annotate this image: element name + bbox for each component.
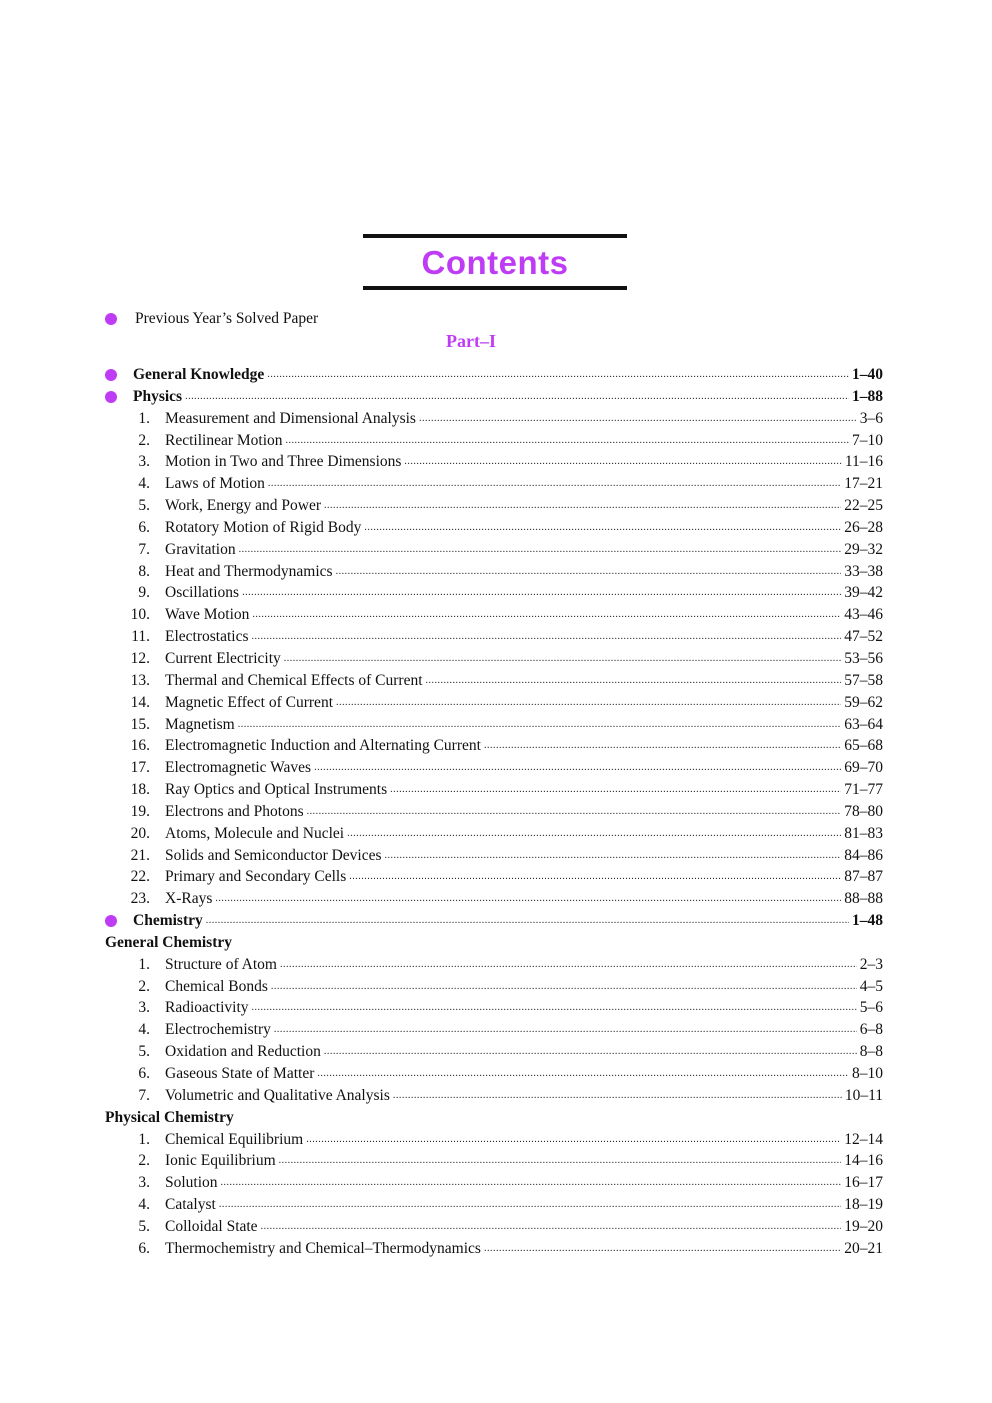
entry-title: Ray Optics and Optical Instruments — [165, 781, 388, 799]
entry-title: Atoms, Molecule and Nuclei — [165, 824, 345, 842]
entry-page-range: 1–40 — [852, 366, 883, 383]
toc-entry[interactable] — [105, 692, 883, 714]
entry-title: Primary and Secondary Cells — [165, 868, 347, 886]
dot-leader — [268, 473, 841, 495]
dot-leader — [238, 714, 842, 736]
entry-title: Solution — [165, 1174, 218, 1192]
entry-page-range: 69–70 — [844, 759, 883, 777]
entry-page-range: 59–62 — [844, 693, 883, 711]
dot-leader — [286, 430, 849, 452]
toc-entry[interactable] — [105, 801, 883, 823]
entry-title: Gravitation — [165, 540, 236, 558]
dot-leader — [219, 1194, 841, 1216]
entry-title: Laws of Motion — [165, 475, 265, 493]
entry-number: 4. — [138, 475, 150, 493]
entry-page-range: 33–38 — [844, 562, 883, 580]
dot-leader — [185, 386, 849, 408]
entry-page-range: 84–86 — [844, 846, 883, 864]
entry-title: Heat and Thermodynamics — [165, 562, 333, 580]
entry-page-range: 7–10 — [852, 431, 883, 449]
toc-entry[interactable] — [105, 1238, 883, 1260]
entry-title: Work, Energy and Power — [165, 497, 322, 515]
entry-title: Wave Motion — [165, 606, 250, 624]
dot-leader — [239, 539, 842, 561]
entry-number: 23. — [130, 890, 150, 908]
entry-page-range: 65–68 — [844, 737, 883, 755]
entry-title: Current Electricity — [165, 649, 281, 667]
entry-page-range: 43–46 — [844, 606, 883, 624]
entry-page-range: 18–19 — [844, 1196, 883, 1214]
entry-title: Solids and Semiconductor Devices — [165, 846, 382, 864]
toc-entry[interactable] — [105, 495, 883, 517]
toc-entry[interactable] — [105, 735, 883, 757]
toc-entry[interactable] — [105, 954, 883, 976]
entry-title: General Knowledge — [133, 366, 265, 383]
bullet-icon — [105, 369, 117, 381]
entry-title: Measurement and Dimensional Analysis — [165, 409, 416, 427]
entry-page-range: 87–87 — [844, 868, 883, 886]
entry-title: Chemical Equilibrium — [165, 1130, 304, 1148]
dot-leader — [393, 1085, 842, 1107]
entry-page-range: 47–52 — [844, 628, 883, 646]
entry-number: 1. — [138, 409, 150, 427]
dot-leader — [385, 845, 842, 867]
entry-title: Magnetic Effect of Current — [165, 693, 333, 711]
entry-title: Thermochemistry and Chemical–Thermodynamics — [165, 1239, 481, 1257]
entry-page-range: 1–48 — [852, 912, 883, 930]
entry-page-range: 10–11 — [844, 1086, 883, 1104]
dot-leader — [314, 757, 841, 779]
toc-entry[interactable] — [105, 473, 883, 495]
entry-number: 8. — [138, 562, 150, 580]
entry-title: Chemical Bonds — [165, 977, 268, 995]
toc-entry[interactable] — [105, 888, 883, 910]
bullet-icon — [105, 313, 117, 325]
entry-page-range: 12–14 — [844, 1130, 883, 1148]
entry-title: Oxidation and Reduction — [165, 1043, 321, 1061]
toc-entry[interactable] — [105, 626, 883, 648]
toc-entry[interactable] — [105, 714, 883, 736]
toc-entry[interactable] — [105, 1085, 883, 1107]
entry-title: Electromagnetic Induction and Alternating Current — [165, 737, 481, 755]
entry-title: Oscillations — [165, 584, 240, 602]
entry-number: 10. — [130, 606, 150, 624]
toc-entry[interactable] — [105, 1041, 883, 1063]
toc-entry[interactable] — [105, 1216, 883, 1238]
entry-number: 14. — [130, 693, 150, 711]
toc-entry[interactable] — [105, 1150, 883, 1172]
page-title: Contents — [421, 244, 569, 281]
dot-leader — [252, 604, 841, 626]
dot-leader — [484, 735, 841, 757]
dot-leader — [280, 954, 857, 976]
dot-leader — [349, 866, 841, 888]
dot-leader — [215, 888, 841, 910]
entry-number: 19. — [130, 802, 150, 820]
entry-number: 1. — [138, 1130, 150, 1148]
entry-number: 6. — [138, 1065, 150, 1082]
entry-page-range: 8–8 — [859, 1043, 883, 1061]
entry-title: Radioactivity — [165, 999, 249, 1017]
entry-page-range: 88–88 — [844, 890, 883, 908]
toc-entry[interactable] — [105, 539, 883, 561]
dot-leader — [317, 1063, 849, 1085]
dot-leader — [274, 1019, 857, 1041]
entry-title: Catalyst — [165, 1196, 216, 1214]
entry-number: 22. — [130, 868, 150, 886]
contents-title-box — [363, 234, 627, 290]
entry-page-range: 53–56 — [844, 649, 883, 667]
entry-number: 5. — [138, 1217, 150, 1235]
toc-entry[interactable] — [105, 561, 883, 583]
toc-entry[interactable] — [105, 779, 883, 801]
entry-title: Electrons and Photons — [165, 802, 304, 820]
table-of-contents — [105, 364, 883, 1260]
entry-page-range: 81–83 — [844, 824, 883, 842]
entry-number: 3. — [138, 1174, 150, 1192]
dot-leader — [279, 1150, 842, 1172]
entry-title: Rotatory Motion of Rigid Body — [165, 518, 362, 536]
entry-number: 11. — [131, 628, 150, 646]
toc-entry[interactable] — [105, 670, 883, 692]
entry-page-range: 6–8 — [859, 1021, 883, 1039]
toc-entry[interactable] — [105, 517, 883, 539]
entry-title: X-Rays — [165, 890, 213, 908]
entry-number: 5. — [138, 497, 150, 515]
dot-leader — [267, 364, 849, 386]
entry-number: 2. — [138, 977, 150, 995]
entry-title: Physical Chemistry — [105, 1108, 234, 1126]
entry-number: 7. — [138, 540, 150, 558]
entry-number: 7. — [138, 1086, 150, 1104]
toc-section[interactable] — [105, 386, 883, 408]
entry-number: 3. — [138, 999, 150, 1017]
entry-number: 6. — [138, 518, 150, 536]
entry-title: Volumetric and Qualitative Analysis — [165, 1086, 390, 1104]
entry-page-range: 17–21 — [844, 475, 883, 493]
dot-leader — [271, 976, 857, 998]
entry-title: General Chemistry — [105, 933, 232, 951]
dot-leader — [426, 670, 842, 692]
dot-leader — [324, 1041, 857, 1063]
entry-title: Electrochemistry — [165, 1021, 271, 1039]
dot-leader — [252, 626, 842, 648]
entry-page-range: 8–10 — [852, 1065, 883, 1082]
dot-leader — [419, 408, 857, 430]
entry-number: 5. — [138, 1043, 150, 1061]
toc-entry[interactable] — [105, 1063, 883, 1085]
dot-leader — [364, 517, 841, 539]
toc-entry[interactable] — [105, 430, 883, 452]
entry-title: Gaseous State of Matter — [165, 1065, 315, 1082]
dot-leader — [261, 1216, 842, 1238]
entry-page-range: 11–16 — [844, 453, 883, 471]
entry-number: 17. — [130, 759, 150, 777]
entry-page-range: 20–21 — [844, 1239, 883, 1257]
toc-heading — [105, 1107, 883, 1129]
entry-number: 16. — [130, 737, 150, 755]
entry-number: 9. — [138, 584, 150, 602]
dot-leader — [306, 1129, 841, 1151]
toc-entry[interactable] — [105, 408, 883, 430]
dot-leader — [284, 648, 841, 670]
toc-section[interactable] — [105, 364, 883, 386]
toc-entry[interactable] — [105, 648, 883, 670]
toc-entry[interactable] — [105, 582, 883, 604]
entry-number: 1. — [138, 955, 150, 973]
entry-page-range: 57–58 — [844, 671, 883, 689]
toc-entry[interactable] — [105, 757, 883, 779]
toc-entry[interactable] — [105, 845, 883, 867]
dot-leader — [242, 582, 841, 604]
entry-number: 6. — [138, 1239, 150, 1257]
bullet-icon — [105, 391, 117, 403]
toc-entry[interactable] — [105, 1129, 883, 1151]
entry-page-range: 26–28 — [844, 518, 883, 536]
entry-number: 2. — [138, 431, 150, 449]
entry-page-range: 4–5 — [859, 977, 883, 995]
toc-entry[interactable] — [105, 976, 883, 998]
entry-page-range: 14–16 — [844, 1152, 883, 1170]
entry-number: 21. — [130, 846, 150, 864]
entry-title: Rectilinear Motion — [165, 431, 283, 449]
entry-number: 15. — [130, 715, 150, 733]
entry-page-range: 78–80 — [844, 802, 883, 820]
entry-page-range: 71–77 — [844, 781, 883, 799]
entry-title: Colloidal State — [165, 1217, 258, 1235]
entry-page-range: 16–17 — [844, 1174, 883, 1192]
entry-number: 3. — [138, 453, 150, 471]
entry-page-range: 29–32 — [844, 540, 883, 558]
bullet-icon — [105, 915, 117, 927]
toc-entry[interactable] — [105, 1172, 883, 1194]
entry-page-range: 63–64 — [844, 715, 883, 733]
dot-leader — [252, 997, 857, 1019]
entry-page-range: 19–20 — [844, 1217, 883, 1235]
entry-number: 4. — [138, 1196, 150, 1214]
toc-entry[interactable] — [105, 1194, 883, 1216]
entry-page-range: 1–88 — [852, 387, 883, 405]
entry-number: 20. — [130, 824, 150, 842]
dot-leader — [307, 801, 842, 823]
entry-title: Motion in Two and Three Dimensions — [165, 453, 402, 471]
entry-number: 12. — [130, 649, 150, 667]
entry-title: Chemistry — [133, 912, 203, 930]
entry-title: Electromagnetic Waves — [165, 759, 312, 777]
dot-leader — [221, 1172, 842, 1194]
toc-entry[interactable] — [105, 1019, 883, 1041]
dot-leader — [324, 495, 841, 517]
entry-title: Thermal and Chemical Effects of Current — [165, 671, 423, 689]
entry-number: 18. — [130, 781, 150, 799]
entry-number: 4. — [138, 1021, 150, 1039]
dot-leader — [390, 779, 841, 801]
entry-page-range: 2–3 — [859, 955, 883, 973]
entry-page-range: 22–25 — [844, 497, 883, 515]
entry-number: 13. — [130, 671, 150, 689]
toc-entry[interactable] — [105, 997, 883, 1019]
toc-heading — [105, 932, 883, 954]
entry-page-range: 3–6 — [859, 409, 883, 427]
previous-paper-entry[interactable] — [105, 310, 318, 328]
entry-title: Physics — [133, 387, 183, 405]
entry-title: Magnetism — [165, 715, 235, 733]
dot-leader — [404, 451, 841, 473]
entry-page-range: 5–6 — [859, 999, 883, 1017]
dot-leader — [336, 692, 841, 714]
dot-leader — [206, 910, 849, 932]
toc-entry[interactable] — [105, 451, 883, 473]
entry-page-range: 39–42 — [844, 584, 883, 602]
toc-section[interactable] — [105, 910, 883, 932]
dot-leader — [484, 1238, 841, 1260]
toc-entry[interactable] — [105, 604, 883, 626]
entry-title: Structure of Atom — [165, 955, 277, 973]
toc-entry[interactable] — [105, 823, 883, 845]
dot-leader — [336, 561, 842, 583]
entry-title: Ionic Equilibrium — [165, 1152, 276, 1170]
part-heading: Part–I — [446, 331, 496, 351]
previous-paper-label: Previous Year’s Solved Paper — [135, 310, 319, 327]
entry-title: Electrostatics — [165, 628, 249, 646]
toc-entry[interactable] — [105, 866, 883, 888]
dot-leader — [347, 823, 841, 845]
entry-number: 2. — [138, 1152, 150, 1170]
